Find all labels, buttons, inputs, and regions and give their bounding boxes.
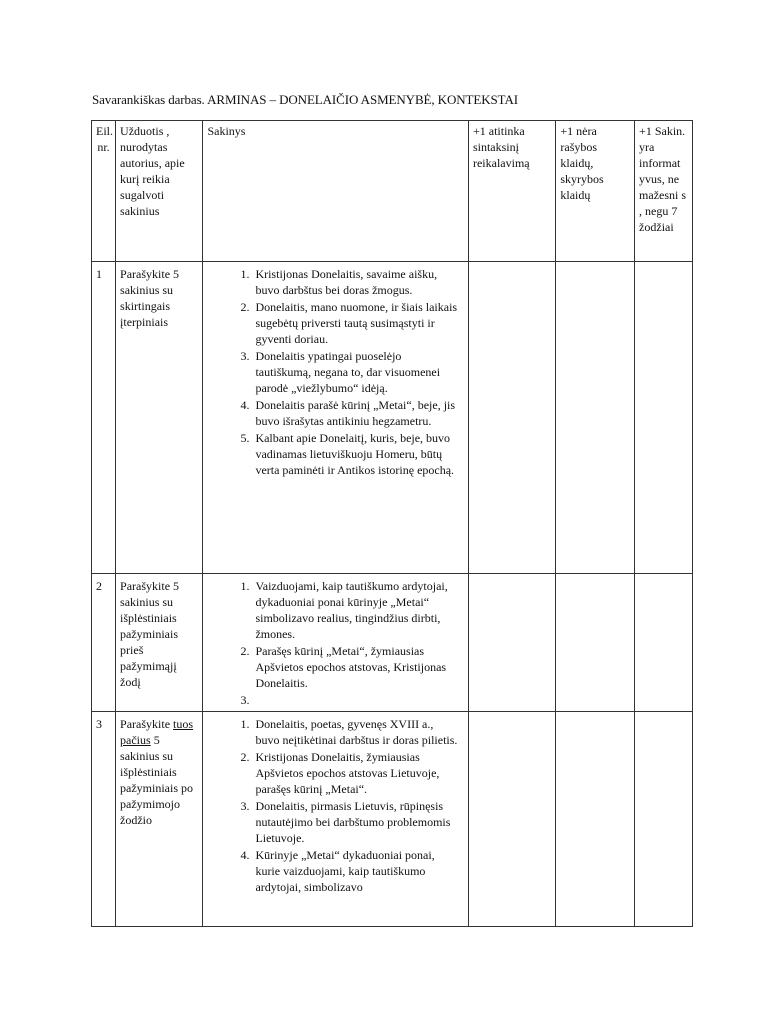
row-task <box>116 712 203 927</box>
score-cell-syntax[interactable] <box>468 574 555 712</box>
sentence-text: Kūrinyje „Metai“ dykaduoniai ponai, kurie vaizduojami, kaip tautiškumo ardytojai, simbolizavo <box>255 848 435 894</box>
header-syntax-points: +1 atitinka sintaksinį reikalavimą <box>468 121 555 262</box>
sentence-item <box>207 348 464 396</box>
row-task: Parašykite 5 sakinius su išplėstiniais pažyminiais prieš pažymimąjį žodį <box>116 574 203 712</box>
sentence-text: Donelaitis parašė kūrinį „Metai“, beje, jis buvo išrašytas antikiniu hegzametru. <box>255 398 456 428</box>
sentence-item <box>207 847 464 895</box>
sentence-number: 3. <box>240 349 250 363</box>
row-sentences <box>203 574 469 712</box>
table-row <box>92 574 693 712</box>
sentence-text: Parašęs kūrinį „Metai“, žymiausias Apšvietos epochos atstovas, Kristijonas Donelaitis. <box>255 644 447 690</box>
sentence-item <box>207 692 464 708</box>
score-cell-spelling[interactable] <box>556 574 635 712</box>
sentence-text: Donelaitis, poetas, gyvenęs XVIII a., buvo neįtikėtinai darbštus ir doras pilietis. <box>255 717 458 747</box>
sentence-number: 4. <box>240 848 250 862</box>
assignment-table <box>91 120 693 927</box>
row-nr: 1 <box>92 262 116 574</box>
header-task: Užduotis , nurodytas autorius, apie kurį reikia sugalvoti sakinius <box>116 121 203 262</box>
score-cell-syntax[interactable] <box>468 262 555 574</box>
sentence-number: 3. <box>240 799 250 813</box>
score-cell-spelling[interactable] <box>556 712 635 927</box>
header-nr: Eil. nr. <box>92 121 116 262</box>
score-cell-spelling[interactable] <box>556 262 635 574</box>
sentence-text: Kristijonas Donelaitis, žymiausias Apšvietos epochos atstovas Lietuvoje, parašęs kūrinį „Metai“. <box>255 750 440 796</box>
sentence-number: 1. <box>240 267 250 281</box>
sentence-number: 2. <box>240 644 250 658</box>
sentence-text: Kristijonas Donelaitis, savaime aišku, buvo darbštus bei doras žmogus. <box>255 267 438 297</box>
sentence-text: Donelaitis ypatingai puoselėjo tautiškumą, negana to, dar visuomenei parodė „viežlybumo“ idėją. <box>255 349 441 395</box>
sentence-text: Donelaitis, pirmasis Lietuvis, rūpinęsis nutautėjimo bei darbštumo problemomis Lietuvoje. <box>255 799 451 845</box>
table-row <box>92 712 693 927</box>
sentence-item <box>207 643 464 691</box>
sentence-text: Vaizduojami, kaip tautiškumo ardytojai, dykaduoniai ponai kūrinyje „Metai“ simbolizavo realius, tingindžius dirbti, žmones. <box>255 579 448 641</box>
sentence-item <box>207 299 464 347</box>
task-text-post: 5 sakinius su išplėstiniais pažyminiais po pažymimojo žodžio <box>120 733 194 827</box>
row-nr: 2 <box>92 574 116 712</box>
sentence-item <box>207 397 464 429</box>
document-title: Savarankiškas darbas. ARMINAS – DONELAIČIO ASMENYBĖ, KONTEKSTAI <box>92 92 518 107</box>
header-length-points: +1 Sakin. yra informat yvus, ne mažesni s , negu 7 žodžiai <box>635 121 693 262</box>
sentence-item <box>207 578 464 642</box>
row-sentences <box>203 262 469 574</box>
sentence-text <box>255 692 464 708</box>
sentence-number: 1. <box>240 579 250 593</box>
sentence-item <box>207 716 464 748</box>
sentence-number: 1. <box>240 717 250 731</box>
score-cell-length[interactable] <box>635 262 693 574</box>
task-text-underlined: tuos pačius <box>120 717 194 747</box>
sentence-number: 3. <box>240 693 250 707</box>
table-header-row <box>92 121 693 262</box>
sentence-number: 5. <box>240 431 250 445</box>
score-cell-syntax[interactable] <box>468 712 555 927</box>
sentence-number: 2. <box>240 750 250 764</box>
task-text-pre: Parašykite <box>120 717 174 731</box>
sentence-item <box>207 798 464 846</box>
sentence-item <box>207 749 464 797</box>
row-task: Parašykite 5 sakinius su skirtingais įterpiniais <box>116 262 203 574</box>
score-cell-length[interactable] <box>635 712 693 927</box>
sentence-text: Kalbant apie Donelaitį, kuris, beje, buvo vadinamas lietuviškuoju Homeru, būtų verta paminėti ir Antikos istorinę epochą. <box>255 431 455 477</box>
sentence-number: 2. <box>240 300 250 314</box>
sentence-item <box>207 430 464 478</box>
table-row <box>92 262 693 574</box>
row-nr: 3 <box>92 712 116 927</box>
header-spelling-points: +1 nėra rašybos klaidų, skyrybos klaidų <box>556 121 635 262</box>
sentence-text: Donelaitis, mano nuomone, ir šiais laikais sugebėtų priversti tautą susimąstyti ir gyventi doriau. <box>255 300 458 346</box>
sentence-number: 4. <box>240 398 250 412</box>
header-sentence: Sakinys <box>203 121 469 262</box>
sentence-item <box>207 266 464 298</box>
row-sentences <box>203 712 469 927</box>
score-cell-length[interactable] <box>635 574 693 712</box>
